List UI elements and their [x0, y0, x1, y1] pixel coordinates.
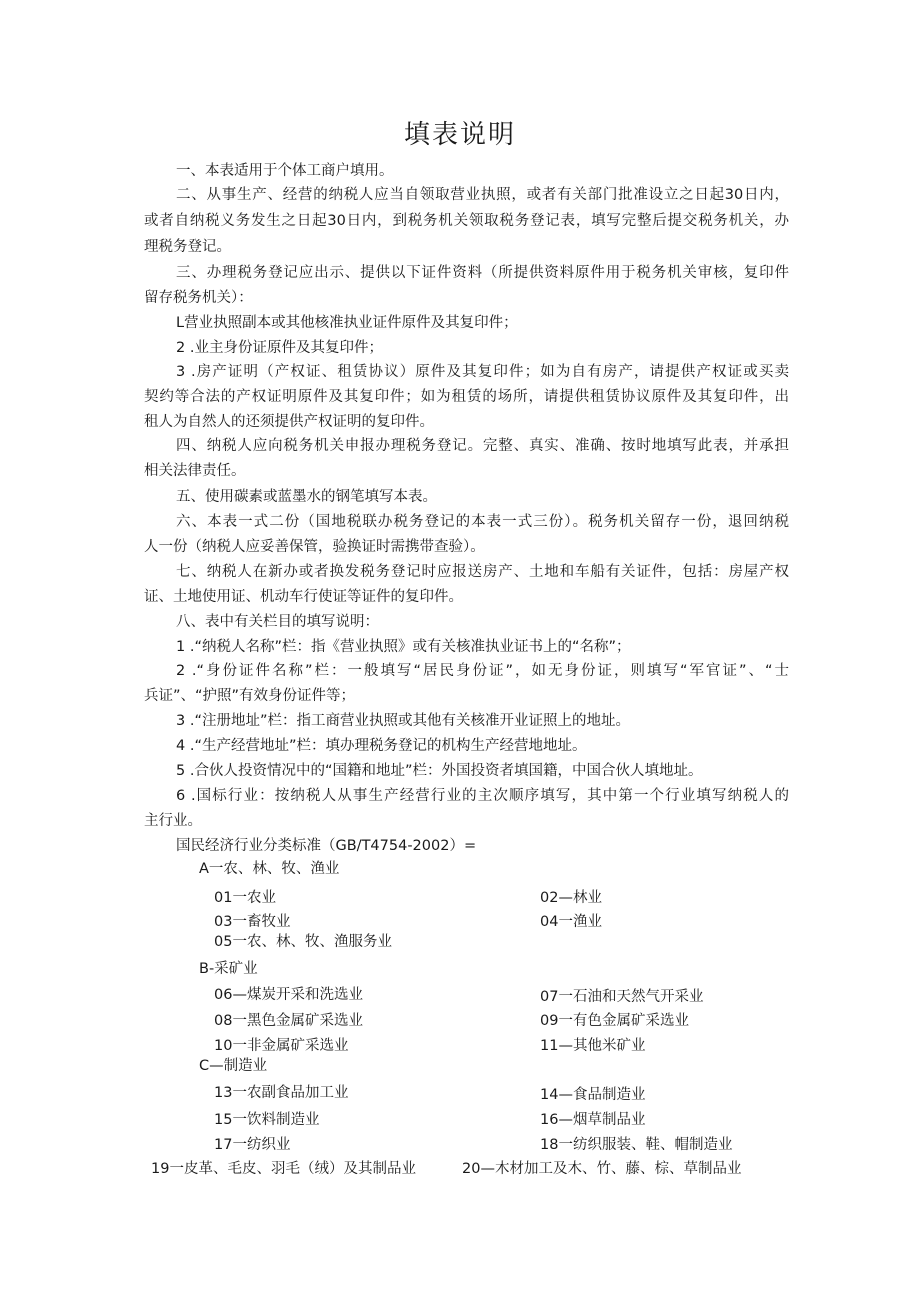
- para-7-line-1: 七、纳税人在新办或者换发税务登记时应报送房产、土地和车船有关证件，包括：房屋产权: [176, 564, 789, 580]
- industry-item: 11—其他米矿业: [540, 1038, 646, 1054]
- para-8-item-2-line-1: 2 .“身份证件名称”栏：一般填写“居民身份证”，如无身份证，则填写“军官证”、“士: [176, 663, 789, 679]
- para-6-line-2: 人一份（纳税人应妥善保管，验换证时需携带查验）。: [144, 539, 485, 555]
- industry-item: 09一有色金属矿采选业: [540, 1013, 689, 1029]
- para-3-item-1: L营业执照副本或其他核准执业证件原件及其复印件；: [176, 315, 518, 331]
- para-8: 八、表中有关栏目的填写说明：: [176, 614, 379, 630]
- para-2-line-2: 或者自纳税义务发生之日起30日内，到税务机关领取税务登记表，填写完整后提交税务机关，办: [144, 213, 789, 229]
- para-8-item-5: 5 .合伙人投资情况中的“国籍和地址”栏：外国投资者填国籍，中国合伙人填地址。: [176, 763, 703, 779]
- category-c: C—制造业: [199, 1058, 268, 1074]
- industry-item: 17一纺织业: [214, 1137, 291, 1153]
- para-8-item-2-line-2: 兵证”、“护照”有效身份证件等；: [144, 688, 356, 704]
- industry-item: 13一农副食品加工业: [214, 1085, 349, 1101]
- para-3-line-2: 留存税务机关）：: [144, 290, 253, 306]
- para-5: 五、使用碳素或蓝墨水的钢笔填写本表。: [176, 489, 437, 505]
- industry-item: 08一黑色金属矿采选业: [214, 1013, 363, 1029]
- industry-item: 03一畜牧业: [214, 914, 291, 930]
- para-3-item-2: 2 .业主身份证原件及其复印件；: [176, 340, 383, 356]
- industry-item: 05一农、林、牧、渔服务业: [214, 934, 392, 950]
- industry-item: 10一非金属矿采选业: [214, 1038, 349, 1054]
- industry-item: 06—煤炭开采和洗选业: [214, 987, 363, 1003]
- para-1: 一、本表适用于个体工商户填用。: [176, 163, 394, 179]
- para-2-line-1: 二、从事生产、经营的纳税人应当自领取营业执照，或者有关部门批准设立之日起30日内，: [176, 187, 789, 203]
- para-8-item-6-line-2: 主行业。: [144, 813, 202, 829]
- para-4-line-2: 相关法律责任。: [144, 463, 246, 479]
- para-2-line-3: 理税务登记。: [144, 239, 231, 255]
- para-8-item-3: 3 .“注册地址”栏：指工商营业执照或其他有关核准开业证照上的地址。: [176, 713, 630, 729]
- industry-item: 01一农业: [214, 890, 276, 906]
- para-8-item-1: 1 .“纳税人名称”栏：指《营业执照》或有关核准执业证书上的“名称”；: [176, 639, 631, 655]
- category-a: A一农、林、牧、渔业: [199, 861, 340, 877]
- industry-item: 15一饮料制造业: [214, 1112, 320, 1128]
- para-7-line-2: 证、土地使用证、机动车行使证等证件的复印件。: [144, 589, 463, 605]
- industry-item: 02—林业: [540, 890, 602, 906]
- para-8-item-4: 4 .“生产经营地址”栏：填办理税务登记的机构生产经营地地址。: [176, 738, 587, 754]
- industry-item: 07一石油和天然气开采业: [540, 989, 704, 1005]
- industry-item: 20—木材加工及木、竹、藤、棕、草制品业: [462, 1161, 742, 1177]
- para-6-line-1: 六、本表一式二份（国地税联办税务登记的本表一式三份）。税务机关留存一份，退回纳税: [176, 514, 789, 530]
- industry-standard-heading: 国民经济行业分类标准（GB/T4754-2002）=: [176, 838, 477, 854]
- industry-item: 04一渔业: [540, 914, 602, 930]
- para-8-item-6-line-1: 6 .国标行业：按纳税人从事生产经营行业的主次顺序填写，其中第一个行业填写纳税人的: [176, 788, 789, 804]
- industry-item: 19一皮革、毛皮、羽毛（绒）及其制品业: [151, 1161, 416, 1177]
- para-3-item-3-line-3: 租人为自然人的还须提供产权证明的复印件。: [144, 414, 434, 430]
- category-b: B-采矿业: [199, 961, 258, 977]
- page-title: 填表说明: [403, 120, 516, 150]
- industry-item: 16—烟草制品业: [540, 1112, 646, 1128]
- industry-item: 18一纺织服装、鞋、帽制造业: [540, 1137, 733, 1153]
- para-3-item-3-line-1: 3 .房产证明（产权证、租赁协议）原件及其复印件；如为自有房产，请提供产权证或买卖: [176, 364, 789, 380]
- para-4-line-1: 四、纳税人应向税务机关申报办理税务登记。完整、真实、准确、按时地填写此表，并承担: [176, 438, 789, 454]
- industry-item: 14—食品制造业: [540, 1087, 646, 1103]
- para-3-item-3-line-2: 契约等合法的产权证明原件及其复印件；如为租赁的场所，请提供租赁协议原件及其复印件，出: [144, 389, 789, 405]
- para-3-line-1: 三、办理税务登记应出示、提供以下证件资料（所提供资料原件用于税务机关审核，复印件: [176, 265, 789, 281]
